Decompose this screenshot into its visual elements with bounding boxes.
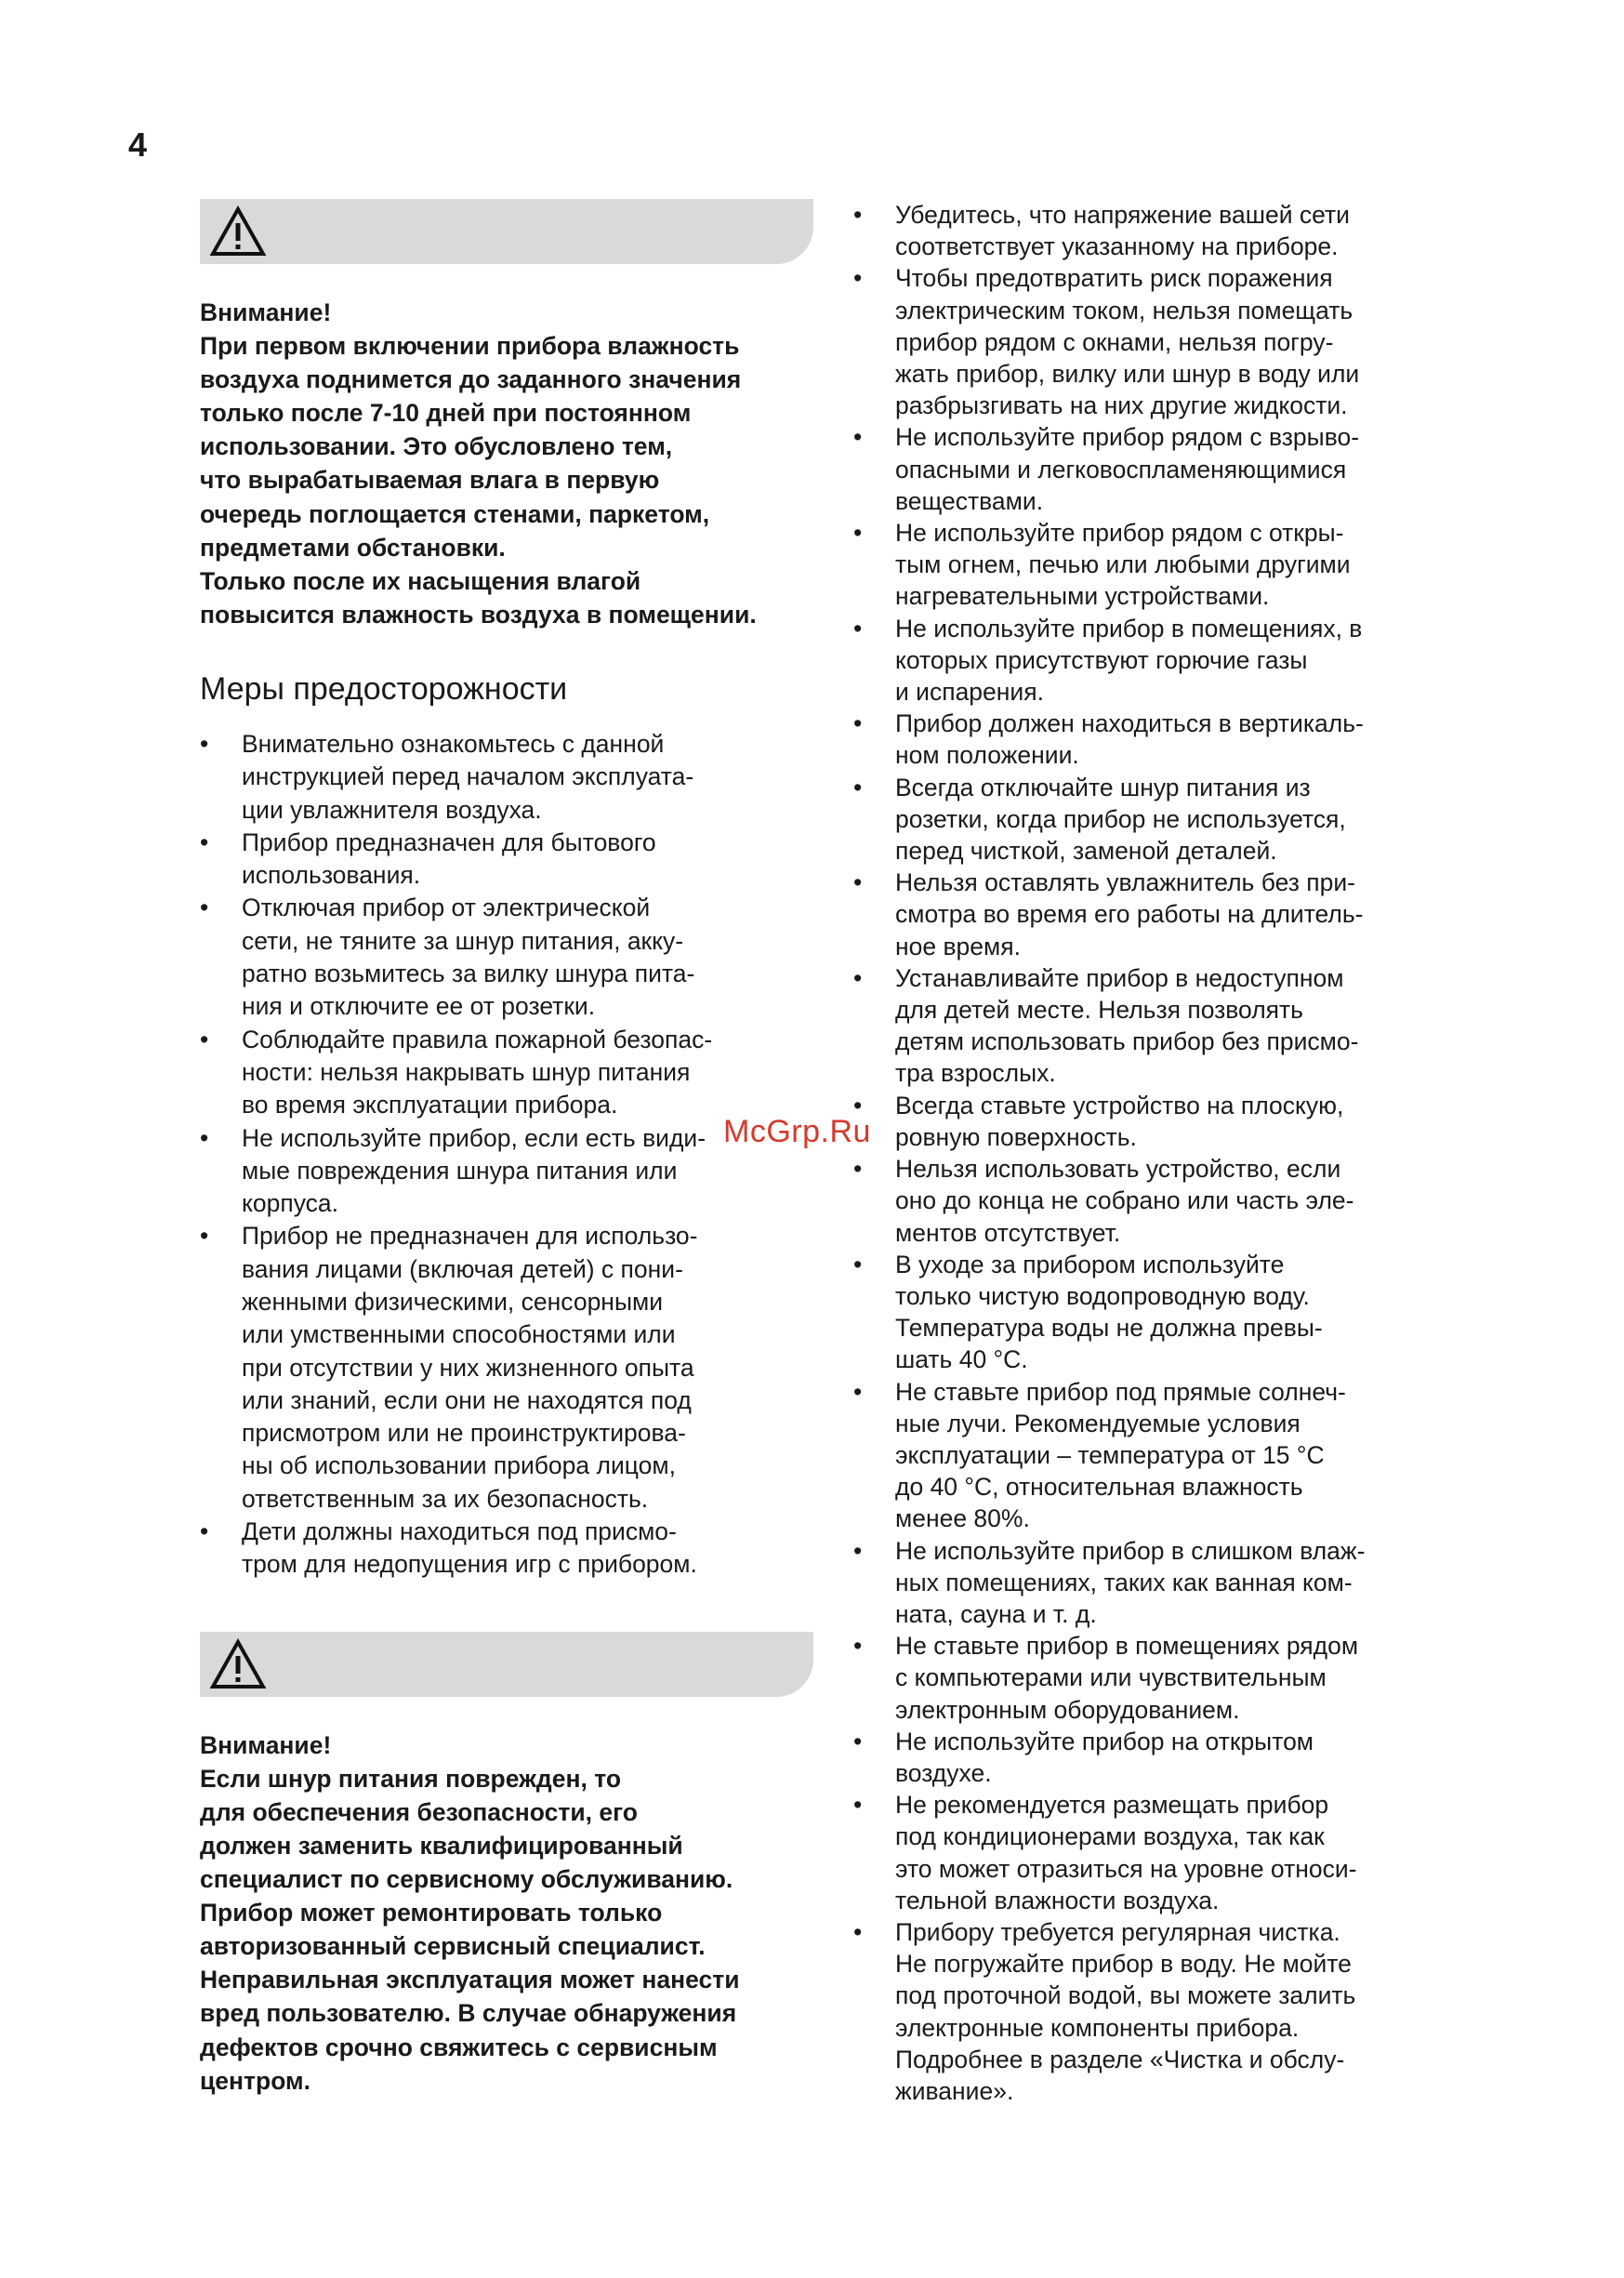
list-item-line: прибор рядом с окнами, нельзя погру-: [895, 327, 1334, 356]
text-line: вред пользователю. В случае обнаружения: [200, 1999, 737, 2028]
bullet-icon: •: [853, 1250, 863, 1278]
list-item: [853, 1916, 1467, 2107]
list-item-line: ратно возьмитесь за вилку шнура пита-: [242, 960, 695, 988]
bullet-icon: •: [853, 201, 863, 229]
bullet-icon: •: [853, 963, 863, 992]
list-item-line: Не используйте прибор рядом с откры-: [895, 519, 1344, 548]
list-item: [200, 827, 813, 893]
list-item-line: ное время.: [895, 932, 1021, 960]
list-item-line: ментов отсутствует.: [895, 1218, 1121, 1247]
list-item-line: Прибор не предназначен для использо-: [242, 1222, 698, 1251]
bullet-icon: •: [853, 519, 863, 548]
text-line: для обеспечения безопасности, его: [200, 1797, 638, 1826]
list-item: [853, 517, 1467, 613]
warning-banner-1: [200, 199, 813, 264]
list-item: [853, 867, 1467, 962]
list-item-line: веществами.: [895, 486, 1044, 515]
list-item-line: электронные компоненты прибора.: [895, 2013, 1300, 2042]
list-item-line: Дети должны находиться под присмо-: [242, 1517, 677, 1546]
list-item-line: Не ставьте прибор под прямые солнеч-: [895, 1377, 1346, 1406]
list-item-line: Не используйте прибор в помещениях, в: [895, 614, 1363, 642]
list-item: [200, 892, 813, 1023]
bullet-icon: •: [853, 868, 863, 897]
bullet-icon: •: [853, 1536, 863, 1565]
list-item-line: Не используйте прибор на открытом: [895, 1727, 1314, 1755]
text-line: специалист по сервисному обслуживанию.: [200, 1865, 733, 1894]
list-item-line: Не используйте прибор, если есть види-: [242, 1123, 706, 1152]
list-item-line: ности: нельзя накрывать шнур питания: [242, 1057, 691, 1086]
list-item-line: ны об использовании прибора лицом,: [242, 1451, 676, 1480]
bullet-icon: •: [853, 614, 863, 642]
list-item-line: Отключая прибор от электрической: [242, 894, 651, 922]
list-item: [200, 1122, 813, 1221]
list-item-line: только чистую водопроводную воду.: [895, 1281, 1310, 1310]
section-heading: Меры предосторожности: [200, 670, 568, 707]
list-item: [853, 1153, 1467, 1249]
text-line: дефектов срочно свяжитесь с сервисным: [200, 2033, 718, 2061]
warning-text-1: [200, 296, 813, 631]
list-item-line: Соблюдайте правила пожарной безопас-: [242, 1025, 713, 1053]
bullet-icon: •: [853, 1091, 863, 1119]
list-item-line: живание».: [895, 2076, 1014, 2105]
list-item-line: менее 80%.: [895, 1504, 1030, 1533]
list-item-line: Прибору требуется регулярная чистка.: [895, 1917, 1340, 1946]
bullet-icon: •: [200, 894, 209, 922]
list-item: [853, 1630, 1467, 1726]
text-line: повысится влажность воздуха в помещении.: [200, 600, 757, 629]
list-item-line: Чтобы предотвратить риск поражения: [895, 264, 1333, 293]
list-item-line: Не рекомендуется размещать прибор: [895, 1791, 1329, 1820]
list-item-line: под проточной водой, вы можете залить: [895, 1981, 1356, 2010]
bullet-icon: •: [200, 729, 209, 758]
list-item-line: которых присутствуют горючие газы: [895, 645, 1308, 674]
bullet-icon: •: [853, 1377, 863, 1406]
bullet-icon: •: [200, 828, 209, 856]
list-item: [853, 1249, 1467, 1376]
list-item-line: корпуса.: [242, 1189, 339, 1218]
precautions-list-right: [853, 199, 1467, 2107]
list-item-line: сети, не тяните за шнур питания, акку-: [242, 926, 684, 955]
list-item-line: Не ставьте прибор в помещениях рядом: [895, 1632, 1359, 1661]
warning-triangle-icon: [209, 1638, 267, 1690]
list-item: [200, 1024, 813, 1122]
list-item-line: при отсутствии у них жизненного опыта: [242, 1353, 694, 1382]
bullet-icon: •: [853, 423, 863, 452]
list-item-line: ции увлажнителя воздуха.: [242, 795, 542, 824]
list-item: [853, 1535, 1467, 1631]
list-item: [853, 421, 1467, 517]
list-item-line: нагревательными устройствами.: [895, 582, 1270, 611]
list-item-line: Всегда ставьте устройство на плоскую,: [895, 1091, 1344, 1119]
text-line: Внимание!: [200, 1730, 332, 1759]
bullet-icon: •: [200, 1025, 209, 1053]
list-item-line: инструкцией перед началом эксплуата-: [242, 762, 694, 791]
list-item-line: тым огнем, печью или любыми другими: [895, 550, 1351, 579]
list-item-line: Прибор должен находиться в вертикаль-: [895, 709, 1364, 738]
text-line: Неправильная эксплуатация может нанести: [200, 1966, 740, 1994]
list-item-line: детям использовать прибор без присмо-: [895, 1027, 1359, 1056]
bullet-icon: •: [853, 1791, 863, 1820]
list-item-line: ровную поверхность.: [895, 1122, 1137, 1151]
list-item-line: использования.: [242, 861, 421, 890]
list-item-line: розетки, когда прибор не используется,: [895, 804, 1346, 833]
list-item-line: перед чисткой, заменой деталей.: [895, 837, 1277, 866]
text-line: предметами обстановки.: [200, 533, 506, 562]
text-line: использовании. Это обусловлено тем,: [200, 432, 673, 461]
list-item-line: или умственными способностями или: [242, 1320, 676, 1349]
list-item-line: шать 40 °С.: [895, 1345, 1028, 1374]
warning-text-2: [200, 1728, 813, 2098]
list-item-line: или знаний, если они не находятся под: [242, 1385, 692, 1414]
list-item-line: во время эксплуатации прибора.: [242, 1091, 618, 1119]
text-line: воздуха поднимется до заданного значения: [200, 365, 742, 394]
right-column: [853, 199, 1467, 2107]
text-line: должен заменить квалифицированный: [200, 1831, 683, 1860]
list-item: [853, 772, 1467, 867]
list-item-line: электронным оборудованием.: [895, 1695, 1240, 1724]
list-item-line: Прибор предназначен для бытового: [242, 828, 656, 856]
list-item-line: для детей месте. Нельзя позволять: [895, 996, 1303, 1025]
list-item-line: Нельзя использовать устройство, если: [895, 1155, 1341, 1184]
bullet-icon: •: [853, 773, 863, 801]
warning-banner-2: [200, 1632, 813, 1697]
watermark: McGrp.Ru: [723, 1114, 871, 1149]
warning-block-2: [200, 1632, 813, 2098]
precautions-list-left: [200, 728, 813, 1582]
bullet-icon: •: [200, 1222, 209, 1251]
text-line: Прибор может ремонтировать только: [200, 1899, 663, 1927]
list-item-line: соответствует указанному на приборе.: [895, 232, 1339, 261]
list-item: [200, 728, 813, 827]
list-item-line: ных помещениях, таких как ванная ком-: [895, 1568, 1353, 1596]
list-item-line: ния и отключите ее от розетки.: [242, 992, 596, 1021]
text-line: Внимание!: [200, 298, 332, 326]
page-number: 4: [128, 126, 148, 164]
list-item-line: Нельзя оставлять увлажнитель без при-: [895, 868, 1355, 897]
list-item: [853, 962, 1467, 1090]
list-item-line: Не погружайте прибор в воду. Не мойте: [895, 1950, 1352, 1979]
list-item-line: тельной влажности воздуха.: [895, 1886, 1220, 1914]
bullet-icon: •: [200, 1517, 209, 1546]
list-item-line: ном положении.: [895, 741, 1079, 770]
text-line: авторизованный сервисный специалист.: [200, 1932, 706, 1961]
list-item-line: ната, сауна и т. д.: [895, 1599, 1097, 1628]
list-item-line: ответственным за их безопасность.: [242, 1484, 649, 1513]
bullet-icon: •: [853, 1155, 863, 1184]
list-item-line: Не используйте прибор рядом с взрыво-: [895, 423, 1360, 452]
list-item-line: с компьютерами или чувствительным: [895, 1663, 1327, 1692]
list-item-line: вания лицами (включая детей) с пони-: [242, 1254, 683, 1283]
text-line: При первом включении прибора влажность: [200, 332, 740, 361]
list-item-line: женными физическими, сенсорными: [242, 1287, 664, 1316]
text-line: только после 7-10 дней при постоянном: [200, 399, 692, 428]
list-item-line: разбрызгивать на них другие жидкости.: [895, 391, 1348, 420]
list-item-line: под кондиционерами воздуха, так как: [895, 1822, 1325, 1851]
bullet-icon: •: [200, 1123, 209, 1152]
list-item-line: Внимательно ознакомьтесь с данной: [242, 729, 665, 758]
text-line: что вырабатываемая влага в первую: [200, 466, 660, 495]
list-item-line: до 40 °С, относительная влажность: [895, 1473, 1303, 1502]
list-item-line: оно до конца не собрано или часть эле-: [895, 1186, 1354, 1215]
left-column: [200, 199, 813, 2098]
list-item-line: Не используйте прибор в слишком влаж-: [895, 1536, 1366, 1565]
list-item: [853, 1789, 1467, 1916]
text-line: Только после их насыщения влагой: [200, 566, 641, 595]
text-line: очередь поглощается стенами, паркетом,: [200, 499, 710, 528]
warning-triangle-icon: [209, 205, 267, 258]
list-item-line: жать прибор, вилку или шнур в воду или: [895, 360, 1360, 389]
list-item: [853, 199, 1467, 262]
list-item: [200, 1516, 813, 1582]
list-item: [853, 1090, 1467, 1153]
list-item: [200, 1220, 813, 1516]
text-line: центром.: [200, 2066, 311, 2095]
list-item-line: Подробнее в разделе «Чистка и обслу-: [895, 2045, 1345, 2073]
list-item-line: тра взрослых.: [895, 1059, 1056, 1088]
list-item-line: В уходе за прибором используйте: [895, 1250, 1285, 1278]
list-item-line: Всегда отключайте шнур питания из: [895, 773, 1311, 801]
list-item-line: воздухе.: [895, 1758, 992, 1787]
text-line: Если шнур питания поврежден, то: [200, 1764, 622, 1793]
list-item-line: эксплуатации – температура от 15 °С: [895, 1440, 1325, 1469]
list-item: [853, 262, 1467, 421]
list-item-line: Устанавливайте прибор в недоступном: [895, 963, 1344, 992]
list-item-line: мые повреждения шнура питания или: [242, 1156, 678, 1185]
bullet-icon: •: [853, 1917, 863, 1946]
bullet-icon: •: [853, 264, 863, 293]
list-item-line: опасными и легковоспламеняющимися: [895, 455, 1347, 483]
list-item-line: Температура воды не должна превы-: [895, 1314, 1323, 1343]
list-item-line: присмотром или не проинструктирова-: [242, 1419, 686, 1448]
list-item: [853, 1726, 1467, 1789]
list-item-line: и испарения.: [895, 678, 1044, 707]
bullet-icon: •: [853, 1632, 863, 1661]
list-item-line: смотра во время его работы на длитель-: [895, 900, 1364, 929]
list-item-line: электрическим током, нельзя помещать: [895, 296, 1353, 324]
list-item-line: ные лучи. Рекомендуемые условия: [895, 1409, 1301, 1437]
list-item-line: Убедитесь, что напряжение вашей сети: [895, 201, 1350, 229]
list-item: [853, 1376, 1467, 1535]
bullet-icon: •: [853, 1727, 863, 1755]
list-item-line: это может отразиться на уровне относи-: [895, 1854, 1357, 1883]
list-item: [853, 708, 1467, 771]
list-item: [853, 613, 1467, 709]
bullet-icon: •: [853, 709, 863, 738]
list-item-line: тром для недопущения игр с прибором.: [242, 1550, 697, 1579]
